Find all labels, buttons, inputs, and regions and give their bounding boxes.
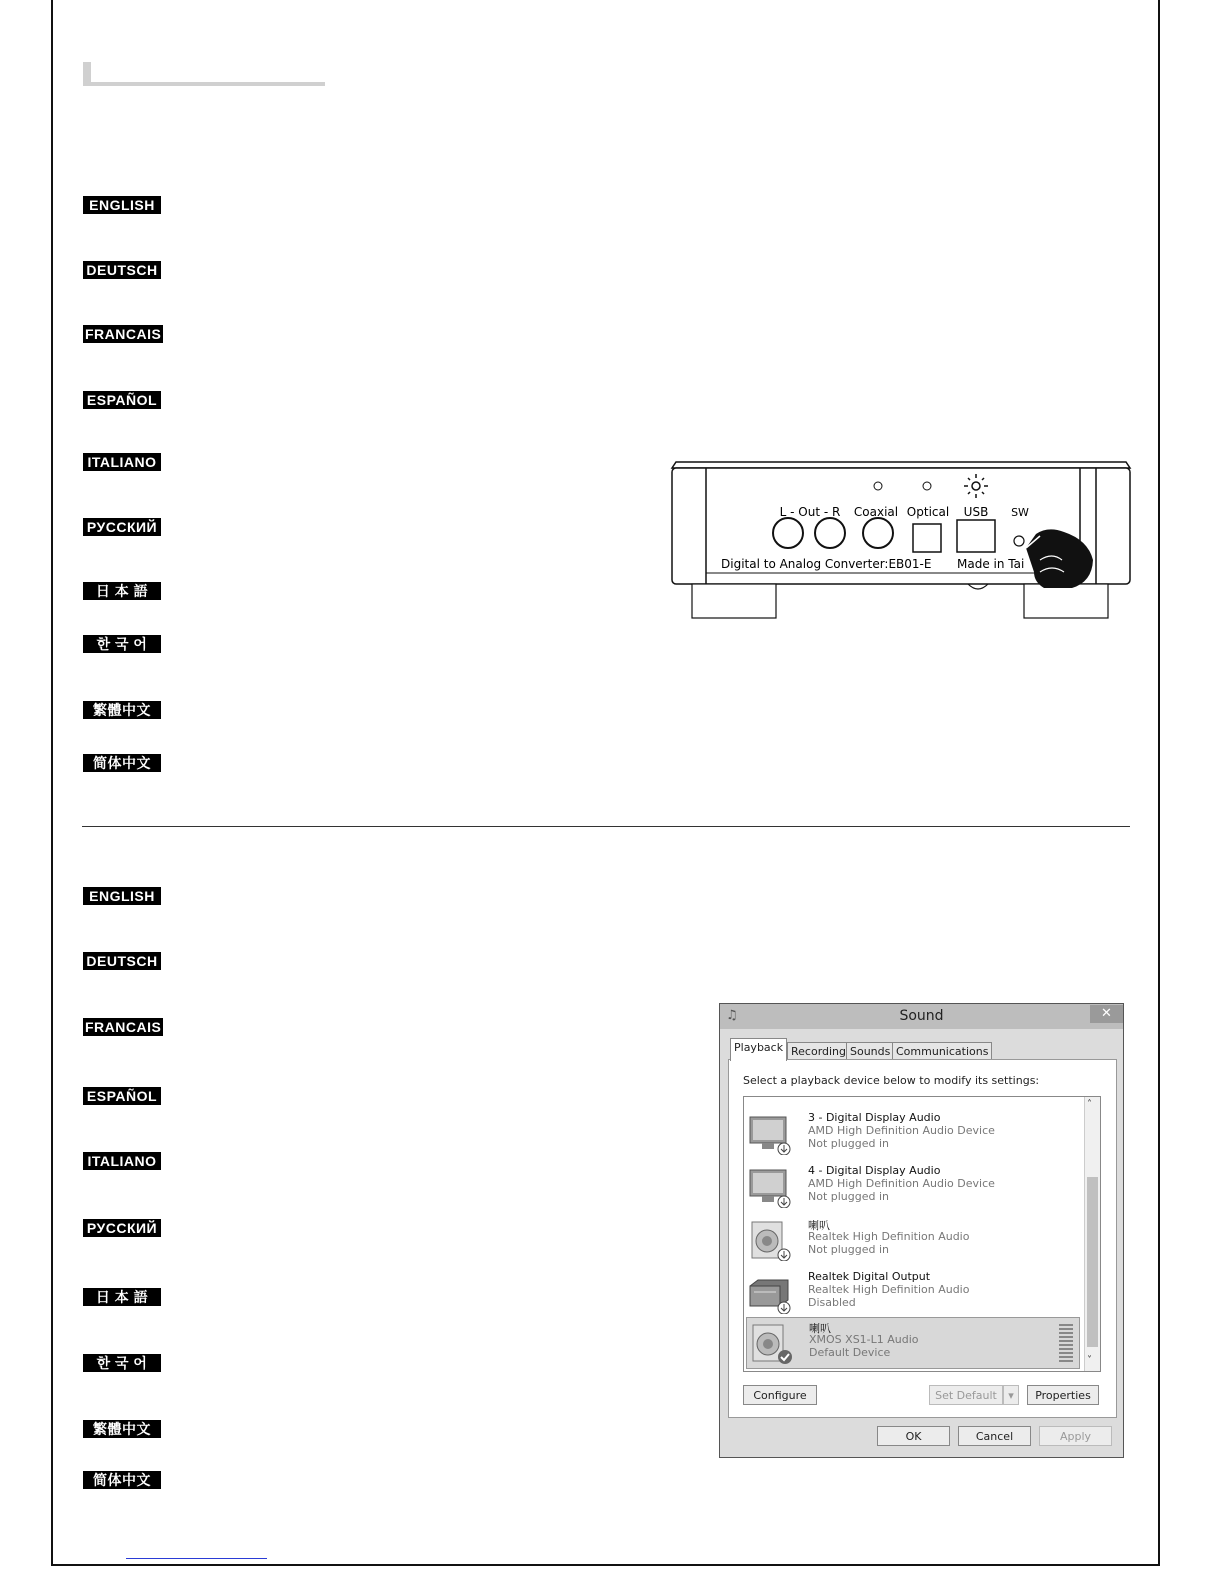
lang-badge-english: ENGLISH: [83, 196, 161, 214]
chevron-down-icon[interactable]: ˅: [1087, 1355, 1092, 1366]
device-driver: Realtek High Definition Audio: [808, 1230, 970, 1243]
chevron-down-icon: ▾: [1008, 1389, 1014, 1402]
tab-communications[interactable]: Communications: [892, 1042, 992, 1060]
footer-link-underline: [126, 1558, 267, 1559]
label-optical: Optical: [906, 505, 950, 519]
sound-dialog: [719, 1003, 1124, 1458]
lang-badge-francais: FRANCAIS: [85, 326, 162, 342]
section-divider: [82, 826, 1130, 827]
speaker-icon: [748, 1221, 792, 1261]
device-status: Not plugged in: [808, 1190, 890, 1203]
page-border-right: [1158, 0, 1160, 1566]
lang-badge-korean-2: 한 국 어: [83, 1354, 161, 1372]
device-driver: Realtek High Definition Audio: [808, 1283, 970, 1296]
lang-badge-espanol: ESPAÑOL: [83, 391, 161, 409]
label-out: L - Out - R: [779, 505, 841, 519]
list-scrollbar[interactable]: [1084, 1097, 1100, 1371]
lang-badge-russian: РУССКИЙ: [83, 518, 161, 536]
device-status: Not plugged in: [808, 1243, 890, 1256]
scrollbar-thumb[interactable]: [1087, 1177, 1098, 1347]
lang-badge-deutsch-2: DEUTSCH: [83, 952, 161, 970]
playback-panel: [728, 1059, 1117, 1418]
lang-badge-korean: 한 국 어: [83, 635, 161, 653]
volume-level-meter: [1059, 1324, 1073, 1364]
lang-badge-simplified-chinese-2: 简体中文: [83, 1471, 161, 1489]
lang-badge-traditional-chinese: 繁體中文: [83, 701, 161, 719]
label-coaxial: Coaxial: [853, 505, 899, 519]
lang-badge-espanol-2: ESPAÑOL: [83, 1087, 161, 1105]
tab-playback[interactable]: Playback: [730, 1038, 787, 1061]
label-sw: SW: [1011, 506, 1029, 519]
speaker-icon: [749, 1324, 793, 1364]
playback-device-list: [743, 1096, 1101, 1372]
device-driver: XMOS XS1-L1 Audio: [809, 1333, 919, 1346]
tab-sounds[interactable]: Sounds: [846, 1042, 894, 1060]
lang-badge-simplified-chinese: 简体中文: [83, 754, 161, 772]
lang-badge-japanese-2: 日 本 語: [83, 1288, 161, 1306]
device-status: Default Device: [809, 1346, 891, 1359]
dialog-title: Sound: [899, 1008, 944, 1024]
lang-badge-francais-2: FRANCAIS: [85, 1019, 162, 1035]
receiver-icon: [748, 1274, 792, 1314]
device-status: Disabled: [808, 1296, 856, 1309]
lang-badge-deutsch: DEUTSCH: [83, 261, 161, 279]
playback-instruction: Select a playback device below to modify its settings:: [743, 1074, 1040, 1087]
device-name: Realtek Digital Output: [808, 1270, 931, 1283]
properties-button[interactable]: Properties: [1027, 1385, 1099, 1405]
set-default-dropdown[interactable]: [1003, 1385, 1019, 1405]
lang-badge-japanese: 日 本 語: [83, 582, 161, 600]
lang-badge-traditional-chinese-2: 繁體中文: [83, 1420, 161, 1438]
list-item[interactable]: [746, 1162, 1080, 1214]
monitor-icon: [748, 1115, 792, 1155]
label-usb: USB: [963, 505, 989, 519]
apply-button[interactable]: Apply: [1039, 1426, 1112, 1446]
list-item-selected[interactable]: [746, 1317, 1080, 1369]
device-driver: AMD High Definition Audio Device: [808, 1177, 995, 1190]
dac-rear-panel-illustration: [668, 460, 1134, 622]
monitor-icon: [748, 1168, 792, 1208]
set-default-button[interactable]: Set Default: [929, 1385, 1003, 1405]
device-name: 喇叭: [808, 1219, 830, 1232]
device-name: 3 - Digital Display Audio: [808, 1111, 941, 1124]
page-border-bottom: [51, 1564, 1160, 1566]
configure-button[interactable]: Configure: [743, 1385, 817, 1405]
device-status: Not plugged in: [808, 1137, 890, 1150]
list-item[interactable]: [746, 1109, 1080, 1161]
tab-recording[interactable]: Recording: [787, 1042, 850, 1060]
cancel-button[interactable]: Cancel: [958, 1426, 1031, 1446]
lang-badge-russian-2: РУССКИЙ: [83, 1219, 161, 1237]
page-border-left: [51, 0, 53, 1566]
device-driver: AMD High Definition Audio Device: [808, 1124, 995, 1137]
lang-badge-english-2: ENGLISH: [83, 887, 161, 905]
dac-rear-panel-drawing: [668, 460, 1134, 622]
ok-button[interactable]: OK: [877, 1426, 950, 1446]
device-name: 喇叭: [809, 1322, 831, 1335]
dialog-titlebar: [720, 1004, 1123, 1029]
sound-app-icon: ♫: [726, 1008, 738, 1023]
close-icon[interactable]: ✕: [1090, 1005, 1123, 1023]
list-item[interactable]: [746, 1268, 1080, 1320]
header-underline: [83, 82, 325, 86]
label-model: Digital to Analog Converter:EB01-E: [721, 557, 932, 571]
lang-badge-italiano: ITALIANO: [83, 453, 161, 471]
label-made-in: Made in Tai: [957, 557, 1025, 571]
chevron-up-icon[interactable]: ˄: [1087, 1099, 1092, 1110]
list-item[interactable]: [746, 1215, 1080, 1267]
lang-badge-italiano-2: ITALIANO: [83, 1152, 161, 1170]
device-name: 4 - Digital Display Audio: [808, 1164, 941, 1177]
